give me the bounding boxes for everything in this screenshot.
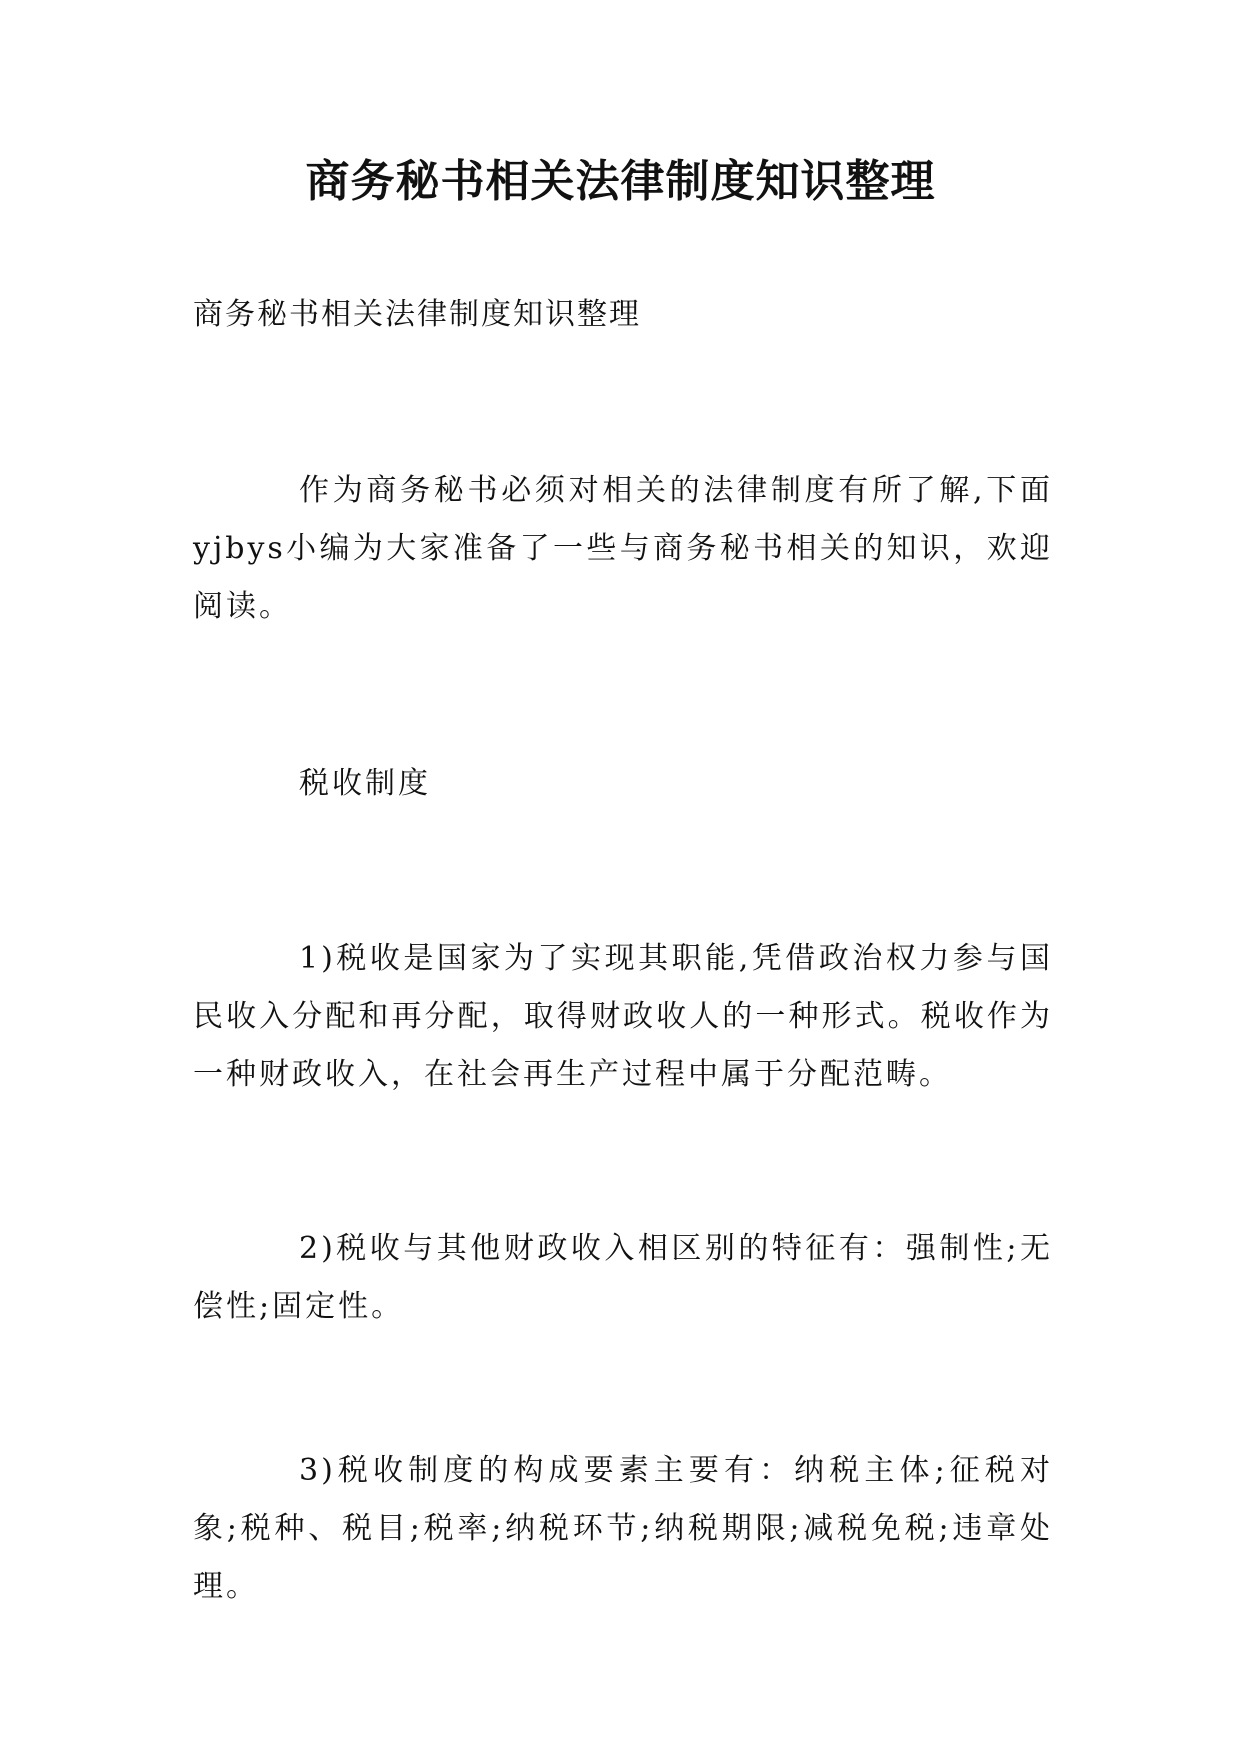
paragraph-item-2: 2)税收与其他财政收入相区别的特征有：强制性;无偿性;固定性。 — [193, 1231, 1053, 1324]
intro-paragraph: 作为商务秘书必须对相关的法律制度有所了解,下面yjbys小编为大家准备了一些与商务秘书相关的知识，欢迎阅读。 — [193, 473, 1053, 624]
paragraph-item-1: 1)税收是国家为了实现其职能,凭借政治权力参与国民收入分配和再分配，取得财政收人的一种形式。税收作为一种财政收入，在社会再生产过程中属于分配范畴。 — [193, 941, 1053, 1092]
document-title: 商务秘书相关法律制度知识整理 — [305, 156, 936, 207]
document-subtitle: 商务秘书相关法律制度知识整理 — [193, 297, 641, 332]
paragraph-item-3: 3)税收制度的构成要素主要有：纳税主体;征税对象;税种、税目;税率;纳税环节;纳税期限;减税免税;违章处理。 — [193, 1453, 1053, 1604]
section-heading-tax-system: 税收制度 — [299, 766, 431, 801]
